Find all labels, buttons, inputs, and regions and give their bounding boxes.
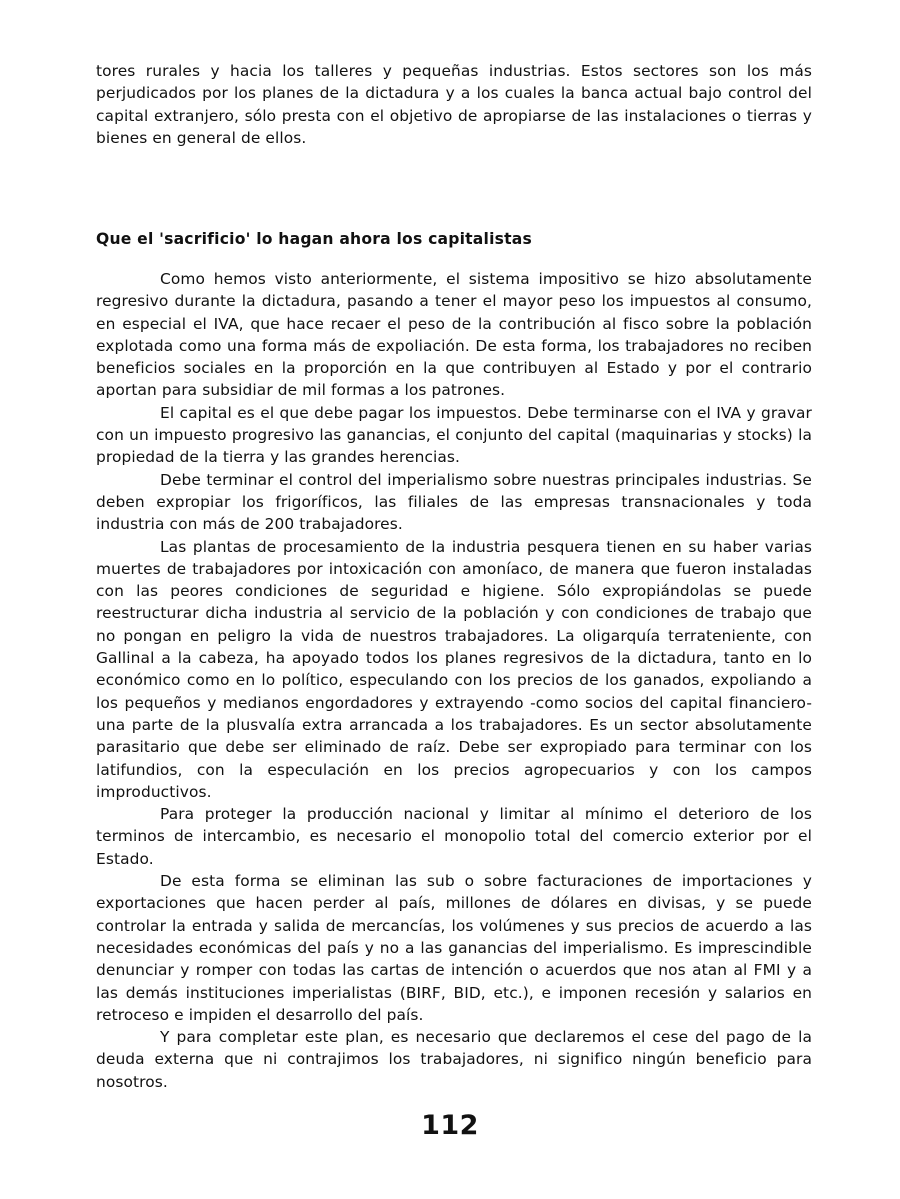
body-paragraph-3: Debe terminar el control del imperialismo sobre nuestras principales industrias. Se deben expropiar los frigoríficos, las filiales de las empresas transnacionales y toda industria con más de 200 trabajadores. (96, 470, 812, 534)
section-heading: Que el 'sacrificio' lo hagan ahora los capitalistas (96, 230, 532, 248)
page-number: 112 (421, 1110, 479, 1141)
body-paragraph-6: De esta forma se eliminan las sub o sobre facturaciones de importaciones y exportaciones que hacen perder al país, millones de dólares en divisas, y se puede controlar la entrada y salida de mercancías, los volúmenes y sus precios de acuerdo a las necesidades económicas del país y no a las ganancias del imperialismo. Es imprescindible denunciar y romper con todas las cartas de intención o acuerdos que nos atan al FMI y a las demás instituciones imperialistas (BIRF, BID, etc.), e imponen recesión y salarios en retroceso e impiden el desarrollo del país. (96, 872, 812, 1024)
body-paragraph-2: El capital es el que debe pagar los impuestos. Debe terminarse con el IVA y gravar con un impuesto progresivo las ganancias, el conjunto del capital (maquinarias y stocks) la propiedad de la tierra y las grandes herencias. (96, 403, 812, 467)
section-body (96, 268, 812, 1093)
body-paragraph-1: Como hemos visto anteriormente, el sistema impositivo se hizo absolutamente regresivo durante la dictadura, pasando a tener el mayor peso los impuestos al consumo, en especial el IVA, que hace recaer el peso de la contribución al fisco sobre la población explotada como una forma más de expoliación. De esta forma, los trabajadores no reciben beneficios sociales en la proporción en la que contribuyen al Estado y por el contrario aportan para subsidiar de mil formas a los patrones. (96, 270, 812, 400)
intro-paragraph: tores rurales y hacia los talleres y pequeñas industrias. Estos sectores son los más perjudicados por los planes de la dictadura y a los cuales la banca actual bajo control del capital extranjero, sólo presta con el objetivo de apropiarse de las instalaciones o tierras y bienes en general de ellos. (96, 62, 812, 147)
body-paragraph-7: Y para completar este plan, es necesario que declaremos el cese del pago de la deuda externa que ni contrajimos los trabajadores, ni significo ningún beneficio para nosotros. (96, 1028, 812, 1091)
body-paragraph-5: Para proteger la producción nacional y limitar al mínimo el deterioro de los terminos de intercambio, es necesario el monopolio total del comercio exterior por el Estado. (96, 805, 812, 868)
body-paragraph-4: Las plantas de procesamiento de la industria pesquera tienen en su haber varias muertes de trabajadores por intoxicación con amoníaco, de manera que fueron instaladas con las peores condiciones de seguridad e higiene. Sólo expropiándolas se puede reestructurar dicha industria al servicio de la población y con condiciones de trabajo que no pongan en peligro la vida de nuestros trabajadores. La oligarquía terrateniente, con Gallinal a la cabeza, ha apoyado todos los planes regresivos de la dictadura, tanto en lo económico como en lo político, especulando con los precios de los ganados, expoliando a los pequeños y medianos engordadores y extrayendo -como socios del capital financiero- una parte de la plusvalía extra arrancada a los trabajadores. Es un sector absolutamente parasitario que debe ser eliminado de raíz. Debe ser expropiado para terminar con los latifundios, con la especulación en los precios agropecuarios y con los campos improductivos. (96, 537, 812, 801)
